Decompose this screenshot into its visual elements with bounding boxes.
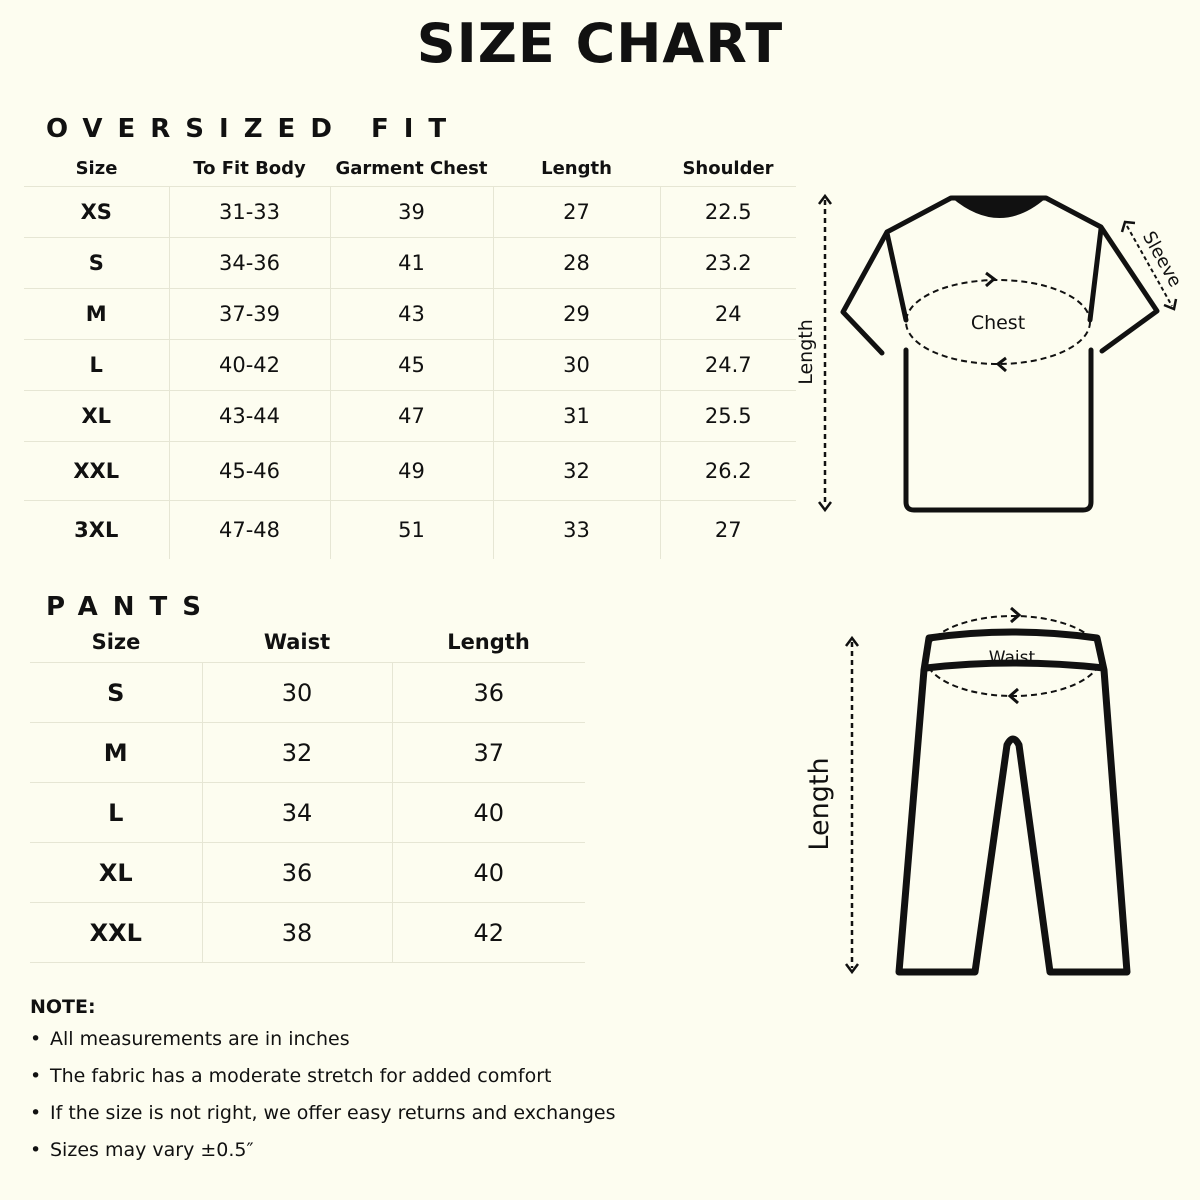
garment-chest-cell: 49 — [330, 442, 493, 501]
shoulder-cell: 25.5 — [660, 391, 796, 442]
table-header-row — [24, 150, 796, 187]
waist-cell: 38 — [202, 903, 392, 963]
pants-heading: PANTS — [46, 592, 217, 622]
column-header-length: Length — [447, 630, 530, 654]
oversized-fit-heading: OVERSIZED FIT — [46, 114, 462, 144]
length-cell: 40 — [392, 843, 585, 903]
length-cell: 42 — [392, 903, 585, 963]
to-fit-body-cell: 34-36 — [169, 238, 330, 289]
waist-cell: 34 — [202, 783, 392, 843]
to-fit-body-cell: 43-44 — [169, 391, 330, 442]
size-cell: XL — [30, 843, 202, 903]
table-row — [24, 238, 796, 289]
size-cell: L — [24, 340, 169, 391]
table-header-row — [30, 622, 585, 663]
note-text: The fabric has a moderate stretch for added comfort — [50, 1065, 552, 1087]
column-header-size: Size — [91, 630, 141, 654]
pants-size-table — [30, 622, 585, 963]
length-cell: 30 — [493, 340, 660, 391]
table-row — [30, 843, 585, 903]
table-row — [30, 723, 585, 783]
garment-chest-cell: 47 — [330, 391, 493, 442]
size-cell: L — [30, 783, 202, 843]
size-cell: M — [30, 723, 202, 783]
garment-chest-cell: 41 — [330, 238, 493, 289]
length-cell: 37 — [392, 723, 585, 783]
table-row — [30, 783, 585, 843]
note-text: If the size is not right, we offer easy returns and exchanges — [50, 1102, 616, 1124]
to-fit-body-cell: 31-33 — [169, 187, 330, 238]
table-row — [24, 442, 796, 501]
length-cell: 29 — [493, 289, 660, 340]
to-fit-body-cell: 40-42 — [169, 340, 330, 391]
column-header-shoulder: Shoulder — [682, 157, 774, 179]
size-cell: XXL — [24, 442, 169, 501]
waist-label: Waist — [988, 648, 1036, 668]
size-cell: XL — [24, 391, 169, 442]
size-cell: XS — [24, 187, 169, 238]
garment-chest-cell: 43 — [330, 289, 493, 340]
bullet-icon: • — [30, 1139, 42, 1161]
length-cell: 32 — [493, 442, 660, 501]
to-fit-body-cell: 45-46 — [169, 442, 330, 501]
table-row — [24, 391, 796, 442]
size-cell: 3XL — [24, 501, 169, 560]
tshirt-outline — [843, 198, 1157, 510]
table-row — [30, 663, 585, 723]
pants-outline — [899, 632, 1127, 972]
table-row — [24, 187, 796, 238]
size-cell: XXL — [30, 903, 202, 963]
oversized-size-table — [24, 150, 796, 559]
note-list — [30, 1028, 730, 1176]
note-heading: NOTE: — [30, 996, 96, 1018]
garment-chest-cell: 39 — [330, 187, 493, 238]
pants-length-label: Length — [804, 757, 835, 851]
shoulder-cell: 22.5 — [660, 187, 796, 238]
table-row — [30, 903, 585, 963]
list-item — [30, 1139, 730, 1176]
page-title: SIZE CHART — [416, 12, 784, 75]
length-cell: 28 — [493, 238, 660, 289]
column-header-garment-chest: Garment Chest — [335, 157, 488, 179]
table-row — [24, 289, 796, 340]
garment-chest-cell: 45 — [330, 340, 493, 391]
length-cell: 40 — [392, 783, 585, 843]
shoulder-cell: 24.7 — [660, 340, 796, 391]
shoulder-cell: 27 — [660, 501, 796, 560]
tshirt-collar — [952, 198, 1046, 218]
shirt-length-label: Length — [795, 319, 817, 385]
shoulder-cell: 26.2 — [660, 442, 796, 501]
waist-cell: 36 — [202, 843, 392, 903]
bullet-icon: • — [30, 1102, 42, 1124]
pants-length-arrow — [846, 638, 858, 972]
length-cell: 27 — [493, 187, 660, 238]
shirt-length-arrow — [819, 196, 831, 510]
list-item — [30, 1028, 730, 1065]
waist-cell: 32 — [202, 723, 392, 783]
table-row — [24, 501, 796, 560]
note-text: Sizes may vary ±0.5″ — [50, 1139, 254, 1161]
list-item — [30, 1102, 730, 1139]
bullet-icon: • — [30, 1028, 42, 1050]
list-item — [30, 1065, 730, 1102]
length-cell: 36 — [392, 663, 585, 723]
bullet-icon: • — [30, 1065, 42, 1087]
waist-cell: 30 — [202, 663, 392, 723]
shoulder-cell: 23.2 — [660, 238, 796, 289]
column-header-to-fit-body: To Fit Body — [193, 157, 306, 179]
note-section — [30, 996, 730, 1176]
pants-diagram — [800, 600, 1150, 980]
tshirt-diagram — [790, 180, 1190, 520]
sleeve-label: Sleeve — [1138, 227, 1186, 291]
length-cell: 33 — [493, 501, 660, 560]
note-text: All measurements are in inches — [50, 1028, 350, 1050]
column-header-waist: Waist — [263, 630, 331, 654]
to-fit-body-cell: 47-48 — [169, 501, 330, 560]
size-cell: M — [24, 289, 169, 340]
size-cell: S — [24, 238, 169, 289]
garment-chest-cell: 51 — [330, 501, 493, 560]
chest-label: Chest — [970, 312, 1026, 334]
column-header-size: Size — [75, 157, 118, 179]
column-header-length: Length — [541, 157, 612, 179]
table-row — [24, 340, 796, 391]
length-cell: 31 — [493, 391, 660, 442]
size-cell: S — [30, 663, 202, 723]
shoulder-cell: 24 — [660, 289, 796, 340]
to-fit-body-cell: 37-39 — [169, 289, 330, 340]
